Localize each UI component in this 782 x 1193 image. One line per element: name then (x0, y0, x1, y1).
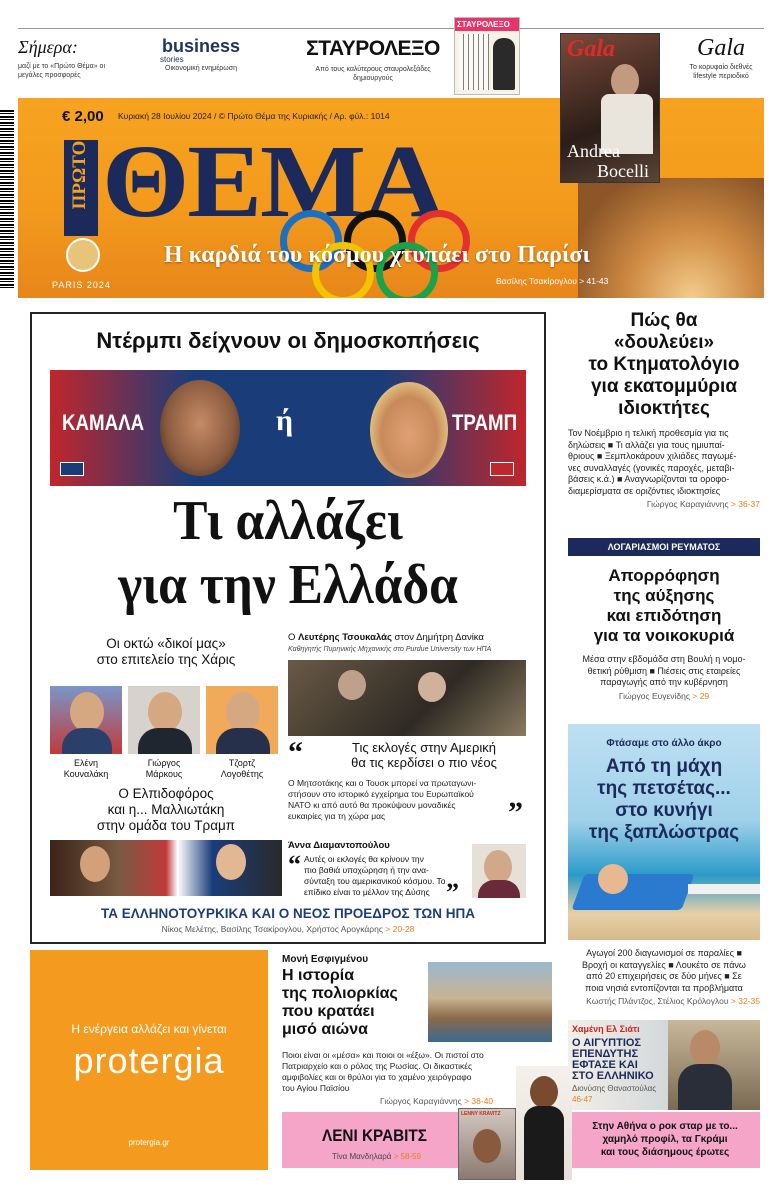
ktimatologio-body-line: θριους ■ Ξεμπλοκάρουν χιλιάδες παγωμέ- (568, 451, 737, 461)
gala-cover-image (560, 33, 660, 183)
kravitz-body-line: Στην Αθήνα ο ροκ σταρ με το... (592, 1121, 738, 1132)
stavrolexo-sub: Από τους καλύτερους σταυρολεξάδες δημιουργούς (315, 66, 431, 82)
beach-body (568, 948, 760, 994)
quote-line-1: Τις εκλογές στην Αμερική (352, 740, 496, 755)
bills-headline-line: για τα νοικοκυριά (593, 626, 735, 645)
monastery-body-line: του Αγίου Παϊσίου (282, 1083, 350, 1093)
democrat-donkey-icon (60, 462, 84, 476)
main-footer-pages: > 20-28 (385, 924, 415, 934)
kravitz-magazine-cover (458, 1108, 516, 1180)
ktimatologio-headline (568, 310, 760, 420)
gala-cover-name-first: Andrea (567, 141, 620, 161)
bills-byline (568, 691, 760, 701)
elsiati-story (568, 1020, 760, 1110)
stavrolexo-block (298, 37, 448, 83)
main-headline-1: Τι αλλάζει (173, 490, 403, 552)
bills-body-line: παραγωγής από την κυβέρνηση (600, 677, 728, 687)
stavrolexo-logo: ΣΤΑΥΡΟΛΕΞΟ (306, 37, 440, 60)
elsiati-headline (572, 1038, 654, 1082)
today-label: Σήμερα: (18, 37, 78, 57)
bills-headline-line: της αύξησης (613, 586, 715, 605)
team-title (50, 636, 282, 668)
trump-label: ΤΡΑΜΠ (452, 410, 518, 435)
masthead-title: ΘΕΜΑ (102, 124, 443, 239)
elpidoforos-malliotaki-photo (50, 840, 282, 896)
ktimatologio-pages: > 36-37 (730, 499, 760, 509)
ktimatologio-author: Γιώργος Καραγιάννης (646, 499, 729, 509)
elpidoforos-line-3: στην ομάδα του Τραμπ (96, 818, 236, 833)
elsiati-author: Διονύσης Θαναστούλας (572, 1084, 657, 1093)
anna-quote-line: επίδικο είναι το μέλλον της Δύσης (304, 887, 430, 897)
ad-tagline: Η ενέργεια αλλάζει και γίνεται (71, 1022, 227, 1036)
barcode (0, 110, 14, 290)
proto-label: ΠΡΩΤΟ (69, 140, 90, 210)
beach-body-line: ποια νησιά εντοπίζονται τα προβλήματα (585, 982, 743, 993)
interview-intro-b: στον Δημήτρη Δανίκα (391, 632, 484, 643)
ad-brand-logo: protergia (73, 1040, 225, 1081)
bills-headline-line: και επιδότηση (606, 606, 722, 625)
bills-headline (568, 566, 760, 646)
beach-kicker: Φτάσαμε στο άλλο άκρο (606, 738, 722, 749)
monastery-headline-line: που κρατάει (282, 1003, 375, 1020)
tsoukalas-photo (288, 660, 526, 736)
ktimatologio-body-line: νες συναλλαγές (γονικές παροχές, μεταβι- (568, 462, 735, 473)
beach-byline (568, 996, 760, 1006)
today-block (18, 37, 113, 80)
monastery-headline-line: της πολιορκίας (282, 985, 398, 1002)
anna-quote-open-icon: “ (288, 850, 301, 879)
monastery-body-line: αμφιβολίες και οι θρύλοι για το χαμένο χειρόγραφο (282, 1072, 472, 1082)
kravitz-photo (516, 1066, 572, 1180)
quote-open-icon: “ (288, 736, 303, 769)
quote-headline (314, 740, 534, 770)
anna-name: Άννα Διαμαντοπούλου (288, 840, 390, 851)
ktimatologio-body (568, 428, 760, 497)
elsiati-headline-line: ΕΦΤΑΣΕ ΚΑΙ (572, 1059, 638, 1071)
beach-headline-line: της πετσέτας... (597, 778, 731, 799)
ktimatologio-body-line: Τον Νοέμβριο η τελική προθεσμία για τις (568, 428, 729, 438)
anna-quote-line: Αυτές οι εκλογές θα κρίνουν την (304, 854, 424, 864)
interview-name: Λευτέρης Τσουκαλάς (298, 632, 392, 643)
bills-section-bar: ΛΟΓΑΡΙΑΣΜΟΙ ΡΕΥΜΑΤΟΣ (568, 538, 760, 556)
quote-body-line: ευκαιρίες για τη χώρα μας (288, 811, 386, 821)
bills-pages: > 29 (692, 690, 710, 701)
logothetis-photo (206, 686, 278, 754)
ktimatologio-body-line: βάσεις κ.ά.) ■ Αναγνωρίζονται τα οροφο- (568, 474, 730, 484)
person-last-name: Κουναλάκη (63, 769, 109, 779)
gala-cover-name-last: Bocelli (597, 161, 649, 181)
diamantopoulou-photo (472, 844, 526, 898)
monastery-headline-line: μισό αιώνα (282, 1021, 368, 1038)
candidates-photo (50, 370, 526, 486)
ktimatologio-headline-line: «δουλεύει» (613, 332, 715, 353)
crossword-cover-image (454, 17, 520, 95)
quote-body-line: ΝΑΤΟ κι από αυτό θα προκύψουν μοναδικές (288, 800, 456, 810)
elpidoforos-line-1: Ο Ελπιδοφόρος (118, 786, 214, 801)
kravitz-body-line: και τους διάσημους έρωτες (600, 1147, 730, 1158)
monastery-body (282, 1050, 554, 1094)
kravitz-body (572, 1120, 758, 1159)
elsiati-photo (668, 1020, 760, 1110)
quote-line-2: θα τις κερδίσει ο πιο νέος (351, 755, 497, 770)
ktimatologio-byline (568, 499, 760, 509)
beach-headline-line: Από τη μάχη (605, 756, 723, 777)
business-stories-block (146, 37, 256, 73)
kamala-face (160, 380, 240, 476)
kounalaki-photo (50, 686, 122, 754)
business-sub: Οικονομική ενημέρωση (165, 65, 237, 72)
interview-intro-a: Ο (288, 632, 299, 643)
price: € 2,00 (62, 108, 104, 125)
today-sub: μαζί με το «Πρώτο Θέμα» οι μεγάλες προσφορές (18, 63, 106, 79)
quote-close-icon: ” (508, 796, 523, 829)
kamala-label: ΚΑΜΑΛΑ (62, 410, 145, 435)
main-footer-authors (32, 924, 544, 934)
bills-body-line: Μέσα στην εβδομάδα στη Βουλή η νομο- (582, 654, 746, 664)
monastery-body-line: Ποιοι είναι οι «μέσα» και ποιοι οι «έξω». Οι πιστοί στο (282, 1050, 484, 1060)
ktimatologio-story (568, 310, 760, 509)
main-headline-2: για την Ελλάδα (118, 554, 458, 616)
elsiati-pages: 46-47 (572, 1095, 593, 1104)
or-label: ή (276, 404, 294, 437)
sunbather-shape (598, 864, 628, 894)
person-caption (128, 758, 200, 780)
gala-sub: Το κορυφαίο διεθνές lifestyle περιοδικό (689, 64, 753, 80)
main-story-box (30, 312, 546, 944)
business-logo: business (161, 36, 241, 56)
ktimatologio-headline-line: το Κτηματολόγιο (588, 354, 740, 375)
gala-block (678, 37, 764, 81)
ktimatologio-body-line: διαμερίσματα σε οριζόντιες ιδιοκτησίες (568, 485, 721, 496)
beach-headline-line: στο κυνήγι (615, 800, 713, 821)
monastery-pages: > 38-40 (464, 1096, 494, 1106)
beach-headline (568, 756, 760, 844)
main-footer-title: ΤΑ ΕΛΛΗΝΟΤΟΥΡΚΙΚΑ ΚΑΙ Ο ΝΕΟΣ ΠΡΟΕΔΡΟΣ ΤΩΝ ΗΠΑ (101, 906, 475, 921)
masthead-headline: Η καρδιά του κόσμου χτυπάει στο Παρίσι (164, 242, 590, 268)
republican-elephant-icon (490, 462, 514, 476)
bills-body-line: θετική ρύθμιση ■ Πιέσεις στις εταιρείες (587, 665, 741, 676)
elsiati-headline-line: ΕΠΕΝΔΥΤΗΣ (572, 1048, 639, 1060)
trump-face (370, 382, 448, 478)
paris-2024-label: PARIS 2024 (52, 280, 111, 290)
kravitz-byline (332, 1152, 421, 1161)
kravitz-body-line: χαμηλό προφίλ, τα Γκράμι (602, 1134, 728, 1145)
person-caption (206, 758, 278, 780)
dateline: Κυριακή 28 Ιουλίου 2024 / © Πρώτο Θέμα της Κυριακής / Αρ. φύλ.: 1014 (118, 111, 390, 121)
quote-body-line: στήσουν στο ιστορικό εγχείρημα του Ευρωπαϊκού (288, 789, 474, 799)
beach-pages: > 32-35 (730, 996, 760, 1006)
crossword-cover-title: ΣΤΑΥΡΟΛΕΞΟ (455, 18, 519, 31)
beach-body-line: από 20 επιχειρήσεις σε δύο μήνες ■ Σε (586, 971, 742, 981)
beach-body-line: Βροχή οι καταγγελίες ■ Λουκέτο σε πάνω (582, 959, 746, 970)
ktimatologio-headline-line: ιδιοκτήτες (618, 398, 710, 419)
monastery-photo (428, 962, 552, 1042)
anna-quote-close-icon: ” (446, 878, 459, 907)
monastery-byline (380, 1096, 530, 1106)
person-first-name: Ελένη (73, 758, 99, 768)
quote-body-line: Ο Μητσοτάκης και ο Τουσκ μπορεί να πρωταγωνι- (288, 778, 477, 788)
elsiati-headline-line: Ο ΑΙΓΥΠΤΙΟΣ (572, 1037, 642, 1049)
anna-quote-line: πιο βαθιά υποχώρηση ή την ανα- (304, 865, 429, 875)
gala-logo: Gala (697, 35, 745, 61)
kravitz-pages: > 58-59 (393, 1152, 421, 1161)
protergia-ad[interactable] (30, 950, 268, 1170)
monastery-headline-line: Η ιστορία (282, 967, 355, 984)
main-kicker: Ντέρμπι δείχνουν οι δημοσκοπήσεις (96, 328, 480, 353)
elpidoforos-line-2: και η... Μαλλιωτάκη (107, 802, 225, 817)
ad-url[interactable]: protergia.gr (128, 1138, 170, 1147)
markous-photo (128, 686, 200, 754)
bills-body (568, 654, 760, 689)
beach-body-line: Αγωγοί 200 διαγωνισμοί σε παραλίες ■ (586, 948, 742, 958)
person-first-name: Τζορτζ (228, 758, 256, 768)
business-tag: stories (160, 55, 184, 64)
paris-2024-emblem (66, 238, 100, 272)
team-title-line-2: στο επιτελείο της Χάρις (96, 652, 236, 667)
sunbed-shape (571, 874, 694, 910)
bills-author: Γιώργος Ευγενίδης (618, 690, 690, 701)
beach-lounger-shape (688, 884, 760, 894)
person-caption (50, 758, 122, 780)
gala-cover-logo: Gala (567, 36, 615, 62)
team-title-line-1: Οι οκτώ «δικοί μας» (106, 636, 226, 651)
quote-body (288, 778, 508, 822)
ktimatologio-headline-line: για εκατομμύρια (590, 376, 738, 397)
person-last-name: Μάρκους (145, 769, 183, 779)
monastery-body-line: Πατριαρχείο και ο ρόλος της Ρωσίας. Οι δικαστικές (282, 1061, 473, 1071)
bills-headline-line: Απορρόφηση (608, 566, 720, 585)
kravitz-cover-title: LENNY KRAVITZ (461, 1111, 501, 1117)
monastery-author: Γιώργος Καραγιάννης (380, 1096, 462, 1106)
elpidoforos-title (50, 786, 282, 834)
interview-title: Καθηγητής Πυρηνικής Μηχανικής στο Purdue University των ΗΠΑ (288, 646, 492, 653)
elsiati-kicker: Χαμένη Ελ Σιάτι (572, 1024, 640, 1034)
bills-story (568, 566, 760, 701)
person-last-name: Λογοθέτης (220, 769, 264, 779)
main-footer-authors-names: Νίκος Μελέτης, Βασίλης Τσακίρογλου, Χρήστος Αρογκάρης (161, 924, 383, 934)
kravitz-title: ΛΕΝΙ ΚΡΑΒΙΤΣ (322, 1126, 427, 1145)
ktimatologio-body-line: δηλώσεις ■ Τι αλλάζει για τους ημιυπαί- (568, 439, 725, 450)
masthead-byline: Βασίλης Τσακίρογλου > 41-43 (496, 276, 609, 286)
interview-intro (288, 632, 538, 643)
anna-quote-line: σύνταξη του αμερικανικού κόσμου. Το (304, 876, 446, 886)
ktimatologio-headline-line: Πώς θα (630, 310, 698, 331)
kravitz-author: Τίνα Μανδηλαρά (332, 1152, 392, 1161)
beach-author: Κωστής Πλάντζος, Στέλιος Κρόλογλου (586, 996, 729, 1006)
beach-story-image (568, 724, 760, 940)
monastery-kicker: Μονή Εσφιγμένου (282, 954, 369, 965)
elsiati-headline-line: ΣΤΟ ΕΛΛΗΝΙΚΟ (572, 1070, 654, 1082)
beach-headline-line: της ξαπλώστρας (588, 822, 740, 843)
person-first-name: Γιώργος (147, 758, 181, 768)
